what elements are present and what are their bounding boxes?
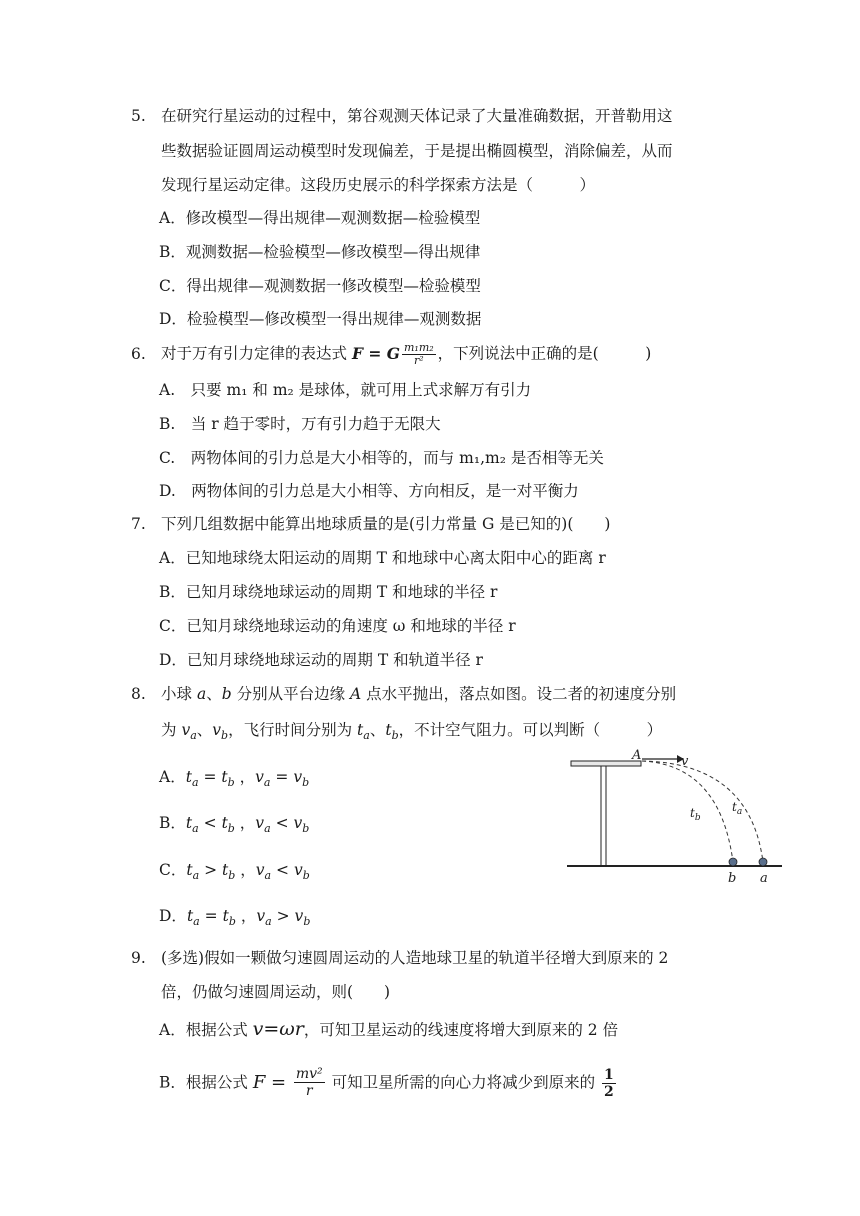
question-9-option-a: A．根据公式 v=ωr，可知卫星运动的线速度将增大到原来的 2 倍 xyxy=(159,1018,619,1040)
question-6-stem: 6. 对于万有引力定律的表达式 F = G $\frac{\text{m₁m₂}}{\text{r²}}$ ，下列说法中正确的是( ) xyxy=(131,341,652,367)
question-6-number: 6. xyxy=(131,344,146,363)
question-9-stem-line-1: 9. (多选)假如一颗做匀速圆周运动的人造地球卫星的轨道半径增大到原来的 2 xyxy=(131,949,669,967)
question-9-option-b: B．根据公式 F = $\frac{\text{mv²}}{r}$ 可知卫星所需的向心力将减少到原来的 $\frac{1}{2}$ xyxy=(159,1066,614,1100)
question-5-stem-line-1: 5. 在研究行星运动的过程中，第谷观测天体记录了大量准确数据，开普勒用这 xyxy=(131,107,673,125)
question-5-stem-line-3: 发现行星运动定律。这段历史展示的科学探索方法是（ ） xyxy=(161,176,596,194)
label-ta: $t_a$ xyxy=(732,800,743,817)
platform-top xyxy=(571,761,641,766)
question-7-number: 7. xyxy=(131,515,146,533)
question-8-stem-line-1: 8. 小球 a、b 分别从平台边缘 A 点水平抛出，落点如图。设二者的初速度分别 xyxy=(131,685,677,703)
question-7-option-c: C．已知月球绕地球运动的角速度 ω 和地球的半径 r xyxy=(159,617,516,635)
ball-b xyxy=(729,858,737,866)
question-8-option-d: D．$t_a = t_b$ ，$v_a > v_b$ xyxy=(159,907,311,928)
question-5-stem-line-2: 些数据验证圆周运动模型时发现偏差，于是提出椭圆模型，消除偏差，从而 xyxy=(161,142,673,160)
projectile-figure xyxy=(560,745,790,890)
ball-a xyxy=(759,858,767,866)
question-5-number: 5. xyxy=(131,107,146,125)
question-5-option-b: B．观测数据—检验模型—修改模型—得出规律 xyxy=(159,243,481,261)
question-6-option-b: B. 当 r 趋于零时，万有引力趋于无限大 xyxy=(159,415,441,433)
question-5-option-a: A．修改模型—得出规律—观测数据—检验模型 xyxy=(159,209,481,227)
question-8-stem-line-2: 为 $v_a$、$v_b$，飞行时间分别为 $t_a$、$t_b$，不计空气阻力。可以判断（ ） xyxy=(161,721,663,742)
question-5-option-c: C．得出规律—观测数据一修改模型—检验模型 xyxy=(159,277,481,295)
question-5-option-d: D．检验模型—修改模型一得出规律—观测数据 xyxy=(159,310,482,328)
question-7-option-b: B．已知月球绕地球运动的周期 T 和地球的半径 r xyxy=(159,583,498,601)
question-6-option-c: C. 两物体间的引力总是大小相等的，而与 m₁,m₂ 是否相等无关 xyxy=(159,449,604,467)
trajectory-a xyxy=(642,761,763,862)
question-6-option-a: A. 只要 m₁ 和 m₂ 是球体，就可用上式求解万有引力 xyxy=(159,381,532,399)
label-tb: $t_b$ xyxy=(690,806,701,823)
label-A: A xyxy=(632,748,642,763)
centripetal-force-formula: F = $\frac{\text{mv²}}{r}$ xyxy=(252,1066,323,1099)
trajectory-b xyxy=(642,761,733,862)
one-half-fraction: $\frac{1}{2}$ xyxy=(604,1067,614,1100)
question-7-stem: 7. 下列几组数据中能算出地球质量的是(引力常量 G 是已知的)( ) xyxy=(131,515,611,533)
platform-pillar xyxy=(601,766,606,866)
gravitation-formula: F = G $\frac{\text{m₁m₂}}{\text{r²}}$ xyxy=(351,341,434,367)
question-8-option-a: A．$t_a = t_b$ ，$v_a = v_b$ xyxy=(159,768,310,789)
label-a: a xyxy=(760,871,768,886)
question-8-option-b: B．$t_a < t_b$ ，$v_a < v_b$ xyxy=(159,814,310,835)
question-8-option-c: C．$t_a > t_b$ ，$v_a < v_b$ xyxy=(159,861,310,882)
linear-velocity-formula: v=ωr xyxy=(252,1018,304,1040)
question-6-option-d: D. 两物体间的引力总是大小相等、方向相反，是一对平衡力 xyxy=(159,482,579,500)
question-7-option-d: D．已知月球绕地球运动的周期 T 和轨道半径 r xyxy=(159,651,483,669)
label-b: b xyxy=(728,871,737,886)
question-8-number: 8. xyxy=(131,685,146,703)
question-9-stem-line-2: 倍，仍做匀速圆周运动，则( ) xyxy=(161,983,391,1001)
question-7-option-a: A．已知地球绕太阳运动的周期 T 和地球中心离太阳中心的距离 r xyxy=(159,549,606,567)
label-v: v xyxy=(681,754,689,769)
question-9-number: 9. xyxy=(131,949,146,967)
